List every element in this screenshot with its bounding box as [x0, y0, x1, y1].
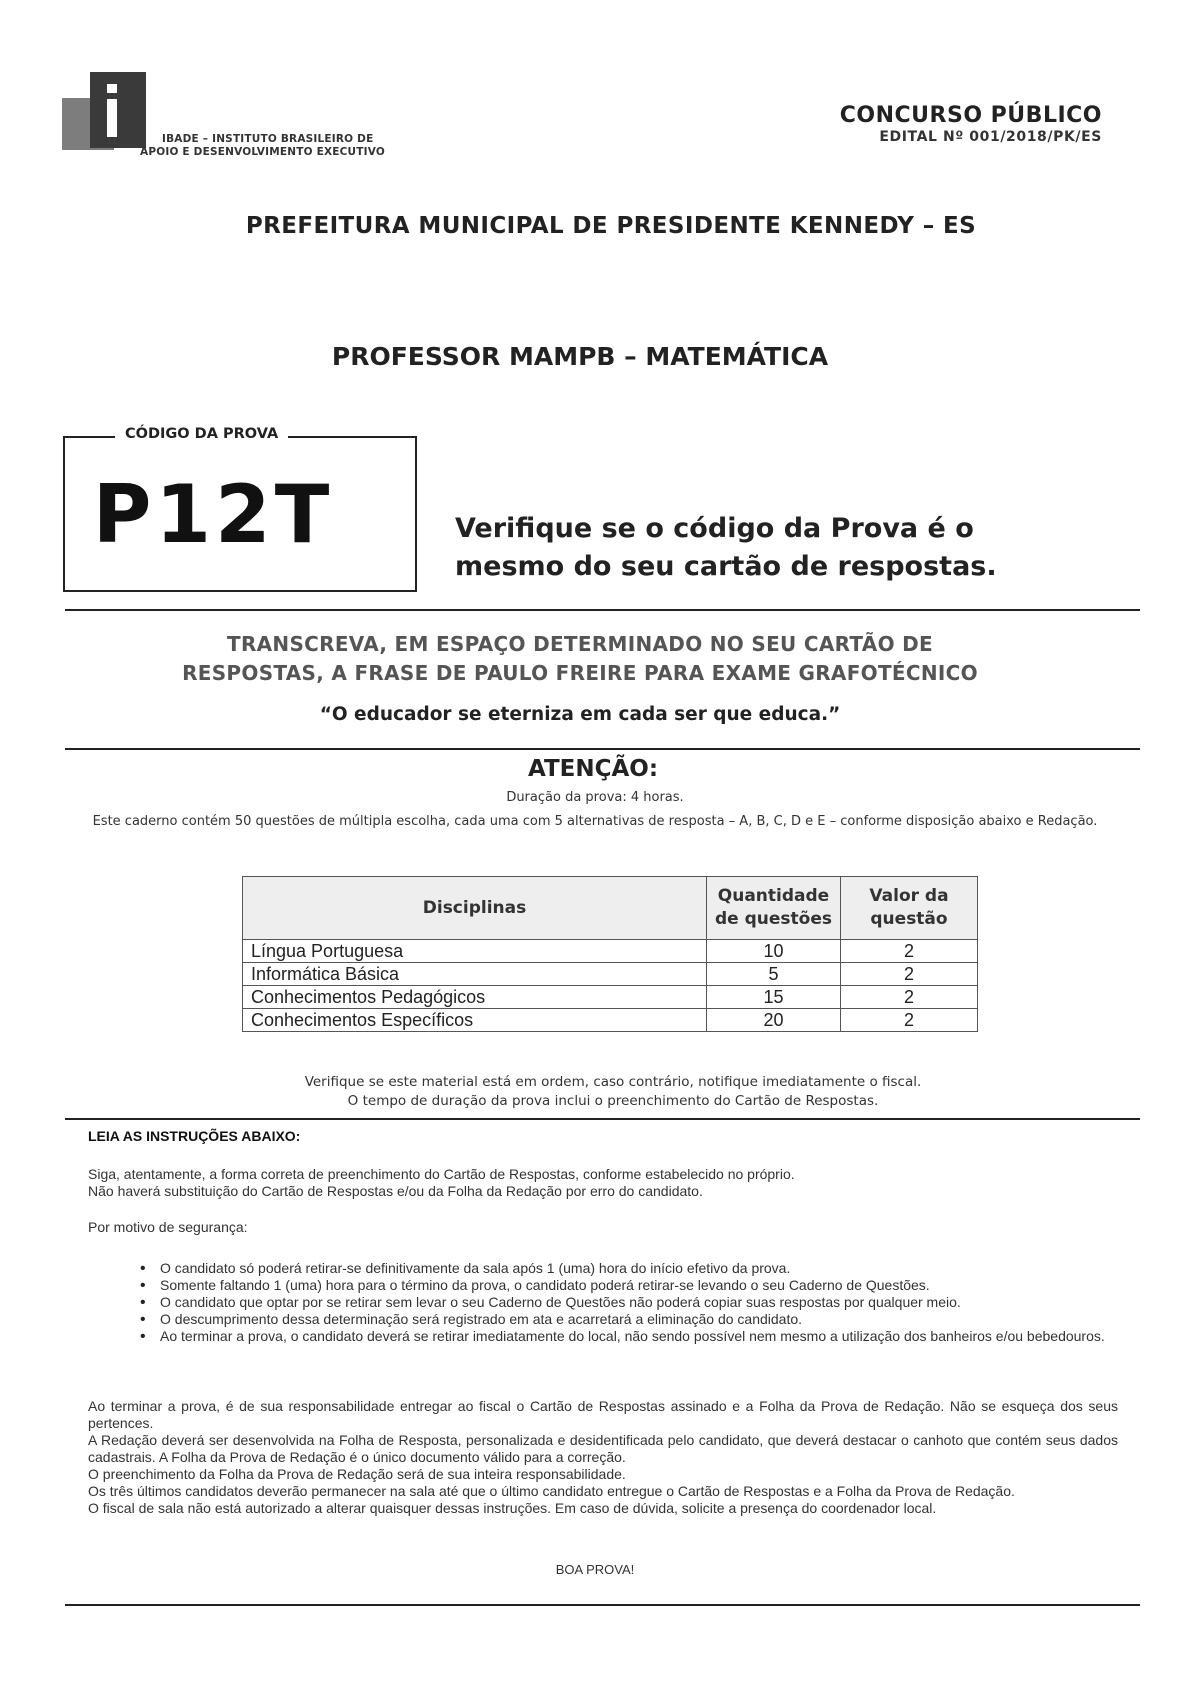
list-item: • O descumprimento dessa determinação será registrado em ata e acarretará a eliminação do candidato.: [140, 1311, 1118, 1328]
instruction-paragraph: Os três últimos candidatos deverão permanecer na sala até que o último candidato entregue o Cartão de Respostas e a Folha da Prova de Redação.: [88, 1483, 1015, 1499]
table-row: [243, 940, 978, 963]
table-row: [243, 986, 978, 1009]
list-item: • Somente faltando 1 (uma) hora para o término da prova, o candidato poderá retirar-se levando o seu Caderno de Questões.: [140, 1277, 1118, 1294]
subject-quantity: 10: [707, 940, 841, 963]
security-rules-list: [140, 1260, 1118, 1345]
logo-text: [140, 133, 450, 159]
instruction-paragraph: Não haverá substituição do Cartão de Respostas e/ou da Folha da Redação por erro do candidato.: [88, 1183, 703, 1199]
list-item: • Ao terminar a prova, o candidato deverá se retirar imediatamente do local, não sendo possível nem mesmo a utilização dos banheiros e/ou bebedouros.: [140, 1328, 1118, 1345]
subject-quantity: 15: [707, 986, 841, 1009]
col-header-quantidade: [707, 877, 841, 940]
col-header-quantidade-l2: de questões: [715, 909, 832, 929]
subject-name: Conhecimentos Pedagógicos: [243, 986, 707, 1009]
list-item: • O candidato que optar por se retirar sem levar o seu Caderno de Questões não poderá copiar suas respostas por qualquer meio.: [140, 1294, 1118, 1311]
instruction-paragraph: Ao terminar a prova, é de sua responsabilidade entregar ao fiscal o Cartão de Respostas assinado e a Folha da Prova de Redação. Não se esqueça dos seus pertences.: [88, 1398, 1118, 1431]
logo-text-line1: IBADE – INSTITUTO BRASILEIRO DE: [162, 133, 374, 145]
instruction-paragraph: O preenchimento da Folha da Prova de Redação será de sua inteira responsabilidade.: [88, 1466, 626, 1482]
divider: [65, 1604, 1140, 1606]
verify-line1: Verifique se o código da Prova é o: [455, 513, 974, 544]
subject-value: 2: [841, 986, 978, 1009]
divider: [65, 609, 1140, 611]
contest-header: [840, 104, 1102, 146]
instruction-paragraph: O fiscal de sala não está autorizado a alterar quaisquer dessas instruções. Em caso de dúvida, solicite a presença do coordenador local.: [88, 1500, 937, 1516]
logo-i-dot: [107, 84, 117, 93]
position-title: PROFESSOR MAMPB – MATEMÁTICA: [331, 342, 829, 371]
paulo-freire-quote: “O educador se eterniza em cada ser que educa.”: [319, 704, 841, 725]
col-header-valor-l2: questão: [870, 909, 948, 929]
exam-code-legend: CÓDIGO DA PROVA: [115, 426, 288, 442]
table-header-row: [243, 877, 978, 940]
subject-name: Informática Básica: [243, 963, 707, 986]
subject-name: Língua Portuguesa: [243, 940, 707, 963]
material-notice: [0, 1073, 1190, 1111]
instruction-paragraph: Por motivo de segurança:: [88, 1219, 248, 1235]
edital-number: EDITAL Nº 001/2018/PK/ES: [879, 129, 1102, 145]
exam-code: P12T: [92, 468, 334, 561]
subject-value: 2: [841, 963, 978, 986]
divider: [65, 748, 1140, 750]
contest-title: CONCURSO PÚBLICO: [839, 103, 1102, 128]
closing-message: BOA PROVA!: [555, 1562, 635, 1577]
transcribe-instruction: [0, 630, 1160, 688]
material-line1: Verifique se este material está em ordem, caso contrário, notifique imediatamente o fiscal.: [304, 1074, 922, 1090]
logo-text-line2: APOIO E DESENVOLVIMENTO EXECUTIVO: [140, 146, 385, 158]
subject-value: 2: [841, 940, 978, 963]
divider: [65, 1118, 1140, 1120]
subjects-table: [242, 876, 978, 1032]
verify-code-note: [455, 510, 1015, 586]
logo-i-stem: [107, 99, 117, 137]
list-item: • O candidato só poderá retirar-se definitivamente da sala após 1 (uma) hora do início efetivo da prova.: [140, 1260, 1118, 1277]
table-row: [243, 1009, 978, 1032]
col-header-disciplinas: Disciplinas: [243, 877, 707, 940]
col-header-valor: [841, 877, 978, 940]
col-header-quantidade-l1: Quantidade: [717, 886, 830, 906]
subject-quantity: 20: [707, 1009, 841, 1032]
instructions-heading: LEIA AS INSTRUÇÕES ABAIXO:: [88, 1128, 301, 1144]
attention-heading: ATENÇÃO:: [527, 756, 659, 782]
col-header-valor-l1: Valor da: [869, 886, 949, 906]
instruction-paragraph: A Redação deverá ser desenvolvida na Folha de Resposta, personalizada e desidentificada pelo candidato, que deverá destacar o canhoto que contém seus dados cadastrais. A Folha da Prova de Redação é o único documento válido para a correção.: [88, 1432, 1118, 1465]
subject-value: 2: [841, 1009, 978, 1032]
institution-title: PREFEITURA MUNICIPAL DE PRESIDENTE KENNEDY – ES: [245, 213, 977, 239]
instructions-intro: [88, 1166, 1118, 1200]
verify-line2: mesmo do seu cartão de respostas.: [455, 551, 997, 582]
material-line2: O tempo de duração da prova inclui o preenchimento do Cartão de Respostas.: [347, 1093, 879, 1109]
table-row: [243, 963, 978, 986]
logo-block-dark: [90, 72, 146, 148]
exam-duration: Duração da prova: 4 horas.: [506, 790, 684, 805]
subject-quantity: 5: [707, 963, 841, 986]
transcribe-line2: RESPOSTAS, A FRASE DE PAULO FREIRE PARA EXAME GRAFOTÉCNICO: [182, 661, 978, 685]
transcribe-line1: TRANSCREVA, EM ESPAÇO DETERMINADO NO SEU CARTÃO DE: [227, 632, 933, 656]
subject-name: Conhecimentos Específicos: [243, 1009, 707, 1032]
instruction-paragraph: Siga, atentamente, a forma correta de preenchimento do Cartão de Respostas, conforme estabelecido no próprio.: [88, 1166, 795, 1182]
security-heading: [88, 1219, 1118, 1236]
final-instructions: [88, 1398, 1118, 1517]
booklet-description: Este caderno contém 50 questões de múltipla escolha, cada uma com 5 alternativas de resposta – A, B, C, D e E – conforme disposição abaixo e Redação.: [92, 814, 1098, 829]
